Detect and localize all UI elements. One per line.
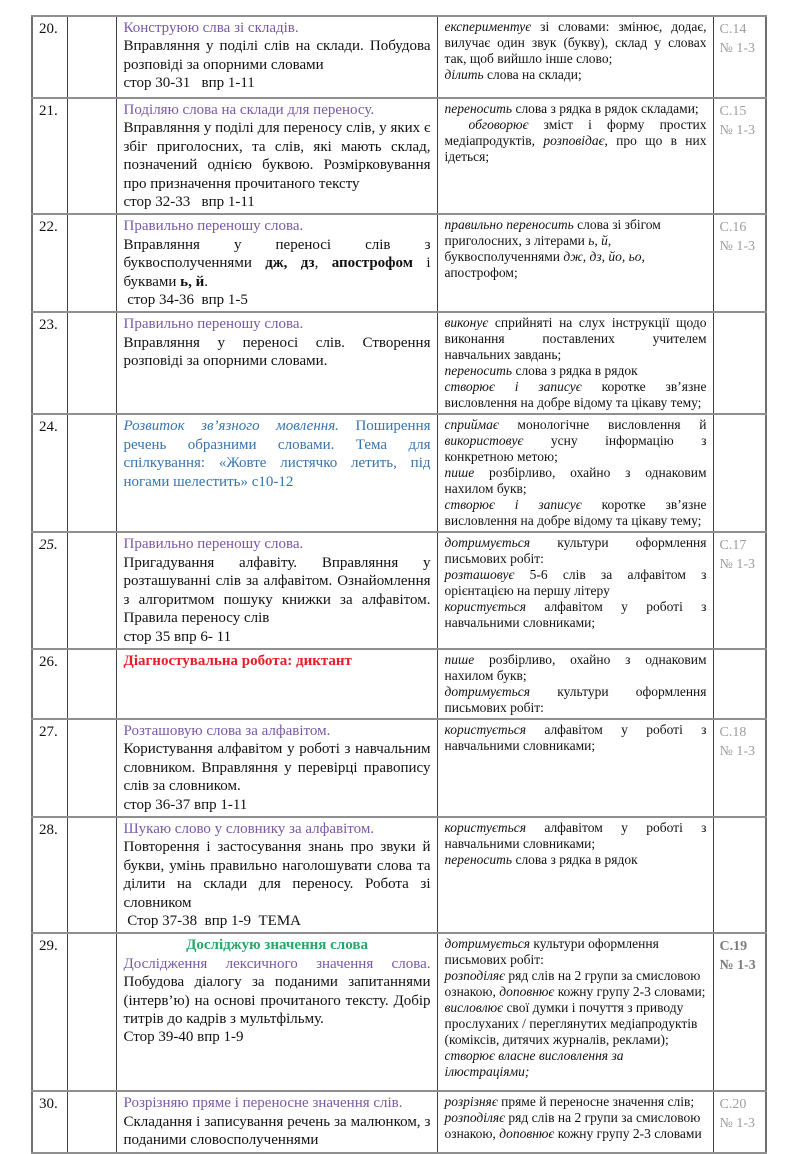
text-segment: Розвиток зв’язного мовлення.	[123, 418, 339, 435]
date-cell	[67, 1091, 116, 1152]
lesson-number-cell	[32, 414, 67, 532]
outcomes-cell	[437, 649, 713, 719]
outcomes-cell	[437, 817, 713, 933]
text-segment: створює і записує	[444, 379, 582, 395]
outcomes-paragraph	[445, 315, 707, 363]
text-segment: створює власне висловлення за ілюстраціями;	[444, 1048, 624, 1080]
outcomes-paragraph	[445, 684, 707, 716]
text-segment: Вправляння у поділі для переносу слів, у яких є збіг приголосних, та слів, які мають склад, позначений однією буквою. Розмірковування про призначення прочитаного тексту	[123, 120, 431, 192]
text-segment: кожну групу 2-3 словами;	[554, 984, 706, 1000]
topic-paragraph	[124, 74, 431, 92]
text-segment: доповнює	[499, 984, 555, 1000]
outcomes-paragraph	[445, 379, 707, 411]
table-row	[32, 719, 766, 817]
lesson-number: 20.	[39, 21, 58, 37]
topic-paragraph	[124, 652, 431, 670]
text-segment: слова з рядка в рядок	[512, 363, 638, 379]
date-cell	[67, 214, 116, 312]
outcomes-paragraph	[445, 567, 707, 599]
page-ref-line: № 1-3	[719, 958, 756, 974]
topic-paragraph	[124, 796, 431, 814]
outcomes-cell	[437, 214, 713, 312]
text-segment: користується	[444, 721, 526, 737]
lesson-number-cell	[32, 312, 67, 414]
outcomes-cell	[437, 719, 713, 817]
lesson-number-cell	[32, 817, 67, 933]
topic-paragraph	[124, 1094, 431, 1112]
topic-cell	[116, 817, 437, 933]
table-row	[32, 312, 766, 414]
topic-cell	[116, 1091, 437, 1152]
text-segment: розбірливо, охайно з однаковим нахилом букв;	[444, 651, 707, 683]
text-segment: Поширення речень образними словами. Тема для спілкування: «Жовте листячко летить, під ногами шелестить» с10-12	[123, 418, 431, 490]
text-segment: ь, й	[588, 233, 608, 249]
text-segment: кожну групу 2-3 словами	[554, 1126, 702, 1142]
topic-paragraph	[124, 1113, 431, 1150]
topic-cell	[116, 414, 437, 532]
lesson-number: 28.	[39, 821, 58, 838]
text-segment: розрізняє	[444, 1094, 498, 1110]
page-ref-line: № 1-3	[719, 557, 756, 573]
outcomes-paragraph	[445, 465, 707, 497]
outcomes-paragraph	[445, 820, 707, 852]
topic-paragraph	[124, 936, 431, 954]
text-segment: створює і записує	[444, 497, 582, 513]
page-ref-cell	[713, 532, 766, 648]
text-segment: розподіляє	[444, 968, 506, 984]
text-segment: , апострофом;	[444, 249, 645, 281]
outcomes-paragraph	[445, 19, 707, 67]
text-segment: переносить	[444, 363, 513, 379]
text-segment: користується	[444, 599, 526, 615]
topic-paragraph	[124, 37, 431, 74]
topic-paragraph	[124, 217, 431, 235]
lesson-plan-table	[31, 15, 767, 1154]
date-cell	[67, 817, 116, 933]
text-segment: слова на склади;	[483, 67, 582, 82]
text-segment: розташовує	[444, 567, 515, 583]
date-cell	[67, 312, 116, 414]
text-segment: Стор 37-38 впр 1-9 ТЕМА	[123, 912, 302, 929]
page-ref-line: № 1-3	[719, 41, 756, 56]
text-segment: пише	[444, 465, 475, 481]
page-ref-line: С.18	[719, 724, 747, 740]
text-segment: виконує	[444, 315, 489, 331]
text-segment: зміст і форму простих медіапродуктів,	[444, 117, 707, 148]
topic-cell	[116, 312, 437, 414]
topic-cell	[116, 933, 437, 1091]
text-segment: Дослідження лексичного значення слова.	[123, 955, 431, 972]
text-segment: розбірливо, охайно з однаковим нахилом букв;	[444, 465, 707, 497]
text-segment: дотримується	[444, 683, 530, 699]
text-segment: Досліджую значення слова	[186, 937, 368, 954]
outcomes-paragraph	[445, 1094, 707, 1110]
text-segment: розподіляє	[444, 1110, 506, 1126]
topic-paragraph	[124, 955, 431, 1029]
page-ref-cell	[713, 98, 766, 214]
topic-paragraph	[124, 334, 431, 371]
text-segment: обговорює	[468, 117, 529, 132]
outcomes-paragraph	[445, 722, 707, 754]
table-row	[32, 649, 766, 719]
text-segment: Користування алфавітом у роботі з навчальним словником. Вправляння у перевірці правопису слів за словником.	[123, 741, 431, 795]
outcomes-paragraph	[445, 852, 707, 868]
topic-paragraph	[124, 820, 431, 838]
text-segment: зі словами: змінює, додає, вилучає один звук (букву), склад у словах так, щоб вийшло інше слово;	[444, 19, 707, 66]
text-segment: стор 36-37 впр 1-11	[123, 796, 248, 813]
text-segment: стор 32-33 впр 1-11	[123, 194, 255, 211]
text-segment: , буквосполученнями	[444, 233, 612, 265]
outcomes-paragraph	[445, 101, 707, 117]
topic-paragraph	[124, 119, 431, 193]
page-ref-cell	[713, 414, 766, 532]
page-ref-cell	[713, 1091, 766, 1152]
page-ref-line: С.19	[719, 939, 748, 955]
text-segment: коротке зв’язне висловлення на добре відому та цікаву тему;	[444, 379, 707, 411]
outcomes-cell	[437, 1091, 713, 1152]
text-segment: Правильно переношу слова.	[123, 218, 304, 235]
topic-paragraph	[124, 1028, 431, 1046]
lesson-number: 23.	[39, 317, 58, 334]
text-segment: Побудова діалогу за поданими запитаннями (інтерв’ю) на основі прочитаного тексту. Добір титрів до кадрів з мультфільму.	[123, 974, 431, 1027]
outcomes-paragraph	[445, 936, 707, 968]
table-row	[32, 214, 766, 312]
date-cell	[67, 719, 116, 817]
text-segment: усну інформацію з конкретною метою;	[444, 433, 707, 465]
text-segment: слова зі збігом приголосних, з літерами	[444, 217, 661, 249]
lesson-number-cell	[32, 1091, 67, 1152]
page-ref-line: № 1-3	[719, 239, 756, 255]
topic-paragraph	[124, 193, 431, 211]
text-segment: Стор 39-40 впр 1-9	[123, 1029, 244, 1046]
text-segment: дж, дз	[265, 255, 315, 272]
outcomes-paragraph	[445, 117, 707, 165]
lesson-number-cell	[32, 214, 67, 312]
text-segment: Вправляння у переносі слів з буквосполученнями	[123, 236, 431, 272]
text-segment: Поділяю слова на склади для переносу.	[123, 102, 375, 118]
table-row	[32, 933, 766, 1091]
outcomes-paragraph	[445, 217, 707, 281]
text-segment: апострофом	[331, 255, 413, 272]
text-segment: правильно переносить	[444, 217, 574, 233]
text-segment: слова з рядка в рядок складами;	[512, 101, 699, 116]
text-segment: монологічне висловлення й	[498, 417, 707, 433]
topic-cell	[116, 214, 437, 312]
text-segment: ,	[314, 255, 332, 272]
page-ref-line: С.16	[719, 220, 747, 236]
lesson-number-cell	[32, 719, 67, 817]
topic-paragraph	[124, 19, 431, 37]
outcomes-paragraph	[445, 1048, 707, 1080]
page-ref-line: С.20	[719, 1097, 747, 1113]
date-cell	[67, 649, 116, 719]
topic-paragraph	[124, 417, 431, 491]
topic-cell	[116, 16, 437, 98]
date-cell	[67, 414, 116, 532]
text-segment: 5-6 слів за алфавітом з орієнтацією на першу літеру	[444, 567, 707, 599]
text-segment: дотримується	[444, 535, 530, 551]
topic-paragraph	[124, 101, 431, 119]
topic-paragraph	[124, 315, 431, 333]
lesson-number: 22.	[39, 219, 58, 236]
topic-paragraph	[124, 740, 431, 795]
lesson-number-cell	[32, 933, 67, 1091]
text-segment: переносить	[444, 101, 513, 116]
table-row	[32, 16, 766, 98]
text-segment: свої думки і почуття з приводу прослуханих / переглянутих медіапродуктів (коміксів, дитячих журналів, реклами);	[444, 1000, 698, 1048]
text-segment: Розрізняю пряме і переносне значення слів.	[123, 1095, 403, 1112]
text-segment: Повторення і застосування знань про звуки й букви, умінь правильно наголошувати слова та ділити на склади для переносу. Робота зі словником	[123, 839, 431, 911]
outcomes-cell	[437, 532, 713, 648]
table-row	[32, 98, 766, 214]
text-segment: дотримується	[444, 936, 530, 952]
text-segment: коротке зв’язне висловлення на добре відому та цікаву тему;	[444, 497, 707, 529]
lesson-number: 26.	[39, 653, 58, 670]
table-row	[32, 817, 766, 933]
text-segment: Правильно переношу слова.	[123, 316, 304, 333]
text-segment: розповідає	[543, 133, 605, 148]
text-segment: доповнює	[499, 1126, 555, 1142]
lesson-number-cell	[32, 98, 67, 214]
page-ref-cell	[713, 312, 766, 414]
topic-cell	[116, 98, 437, 214]
outcomes-paragraph	[445, 363, 707, 379]
text-segment: стор 35 впр 6- 11	[123, 628, 232, 645]
lesson-number: 29.	[39, 938, 58, 955]
text-segment: культури оформлення письмових робіт:	[444, 535, 707, 567]
text-segment: Пригадування алфавіту. Вправляння у розташуванні слів за алфавітом. Ознайомлення з алгоритмом пошуку книжки за алфавітом. Правила переносу слів	[123, 554, 431, 627]
topic-paragraph	[124, 554, 431, 628]
text-segment: культури оформлення письмових робіт:	[444, 683, 707, 715]
text-segment: стор 34-36 впр 1-5	[123, 292, 248, 309]
outcomes-paragraph	[445, 1000, 707, 1048]
outcomes-paragraph	[445, 599, 707, 631]
lesson-number-cell	[32, 532, 67, 648]
topic-cell	[116, 532, 437, 648]
date-cell	[67, 16, 116, 98]
outcomes-cell	[437, 16, 713, 98]
topic-paragraph	[124, 291, 431, 309]
topic-paragraph	[124, 912, 431, 930]
date-cell	[67, 933, 116, 1091]
text-segment: висловлює	[444, 1000, 504, 1016]
topic-paragraph	[124, 838, 431, 912]
outcomes-paragraph	[445, 1110, 707, 1142]
text-segment: культури оформлення письмових робіт:	[444, 936, 659, 968]
topic-paragraph	[124, 628, 431, 646]
page-ref-line: № 1-3	[719, 1116, 756, 1132]
outcomes-cell	[437, 933, 713, 1091]
page-ref-line: № 1-3	[719, 743, 756, 759]
text-segment: алфавітом у роботі з навчальними словниками;	[444, 819, 707, 851]
lesson-number: 30.	[39, 1096, 58, 1113]
text-segment: стор 30-31 впр 1-11	[123, 75, 255, 92]
text-segment: Вправляння у переносі слів. Створення розповіді за опорними словами.	[123, 334, 431, 370]
text-segment: ь, й	[180, 273, 205, 290]
topic-cell	[116, 649, 437, 719]
text-segment: використовує	[444, 433, 524, 449]
outcomes-paragraph	[445, 652, 707, 684]
lesson-number: 24.	[39, 419, 58, 436]
outcomes-cell	[437, 98, 713, 214]
text-segment: алфавітом у роботі з навчальними словниками;	[444, 721, 707, 753]
topic-paragraph	[124, 236, 431, 291]
text-segment: пише	[444, 651, 475, 667]
table-row	[32, 414, 766, 532]
page-ref-line: С.15	[719, 104, 747, 119]
page-ref-cell	[713, 214, 766, 312]
text-segment: користується	[444, 819, 526, 835]
text-segment: Конструюю слва зі складів.	[123, 20, 299, 36]
text-segment: слова з рядка в рядок	[512, 851, 638, 867]
text-segment: Правильно переношу слова.	[123, 536, 304, 553]
text-segment: .	[204, 273, 208, 290]
lesson-plan-body	[32, 16, 766, 1153]
lesson-number-cell	[32, 16, 67, 98]
lesson-number: 21.	[39, 103, 58, 119]
lesson-number: 27.	[39, 723, 58, 740]
text-segment: алфавітом у роботі з навчальними словниками;	[444, 599, 707, 631]
outcomes-paragraph	[445, 67, 707, 83]
outcomes-paragraph	[445, 417, 707, 465]
outcomes-paragraph	[445, 535, 707, 567]
table-row	[32, 532, 766, 648]
table-row	[32, 1091, 766, 1152]
topic-paragraph	[124, 535, 431, 553]
text-segment: Діагностувальна робота: диктант	[123, 652, 352, 669]
text-segment: ділить	[444, 67, 484, 82]
page-ref-cell	[713, 719, 766, 817]
outcomes-paragraph	[445, 968, 707, 1000]
topic-cell	[116, 719, 437, 817]
text-segment: Розташовую слова за алфавітом.	[123, 722, 331, 739]
topic-paragraph	[124, 722, 431, 740]
lesson-number-cell	[32, 649, 67, 719]
text-segment: Складання і записування речень за малюнком, з поданими словосполученнями	[123, 1113, 431, 1149]
page-ref-cell	[713, 16, 766, 98]
text-segment: пряме й переносне значення слів;	[497, 1094, 695, 1110]
page-ref-line: № 1-3	[719, 123, 756, 138]
lesson-number: 25.	[39, 537, 58, 554]
text-segment: сприймає	[444, 417, 499, 433]
page-ref-line: С.17	[719, 538, 747, 554]
date-cell	[67, 98, 116, 214]
outcomes-paragraph	[445, 497, 707, 529]
text-segment: ряд слів на 2 групи за смисловою ознакою,	[444, 1110, 701, 1142]
text-segment: Шукаю слово у словнику за алфавітом.	[123, 820, 375, 837]
text-segment: експериментує	[444, 19, 532, 34]
text-segment: дж, дз, йо, ьо	[563, 249, 642, 265]
page-ref-cell	[713, 933, 766, 1091]
text-segment: і буквами	[123, 255, 431, 290]
page-ref-line: С.14	[719, 22, 747, 37]
page-ref-cell	[713, 817, 766, 933]
date-cell	[67, 532, 116, 648]
outcomes-cell	[437, 312, 713, 414]
page-ref-cell	[713, 649, 766, 719]
text-segment: Вправляння у поділі слів на склади. Побудова розповіді за опорними словами	[123, 38, 431, 73]
text-segment: сприйняті на слух інструкції щодо виконання поставлених учителем навчальних завдань;	[444, 315, 707, 363]
outcomes-cell	[437, 414, 713, 532]
text-segment: , про що в них ідеться;	[444, 133, 707, 164]
text-segment: ряд слів на 2 групи за смисловою ознакою,	[444, 968, 701, 1000]
text-segment: переносить	[444, 851, 513, 867]
